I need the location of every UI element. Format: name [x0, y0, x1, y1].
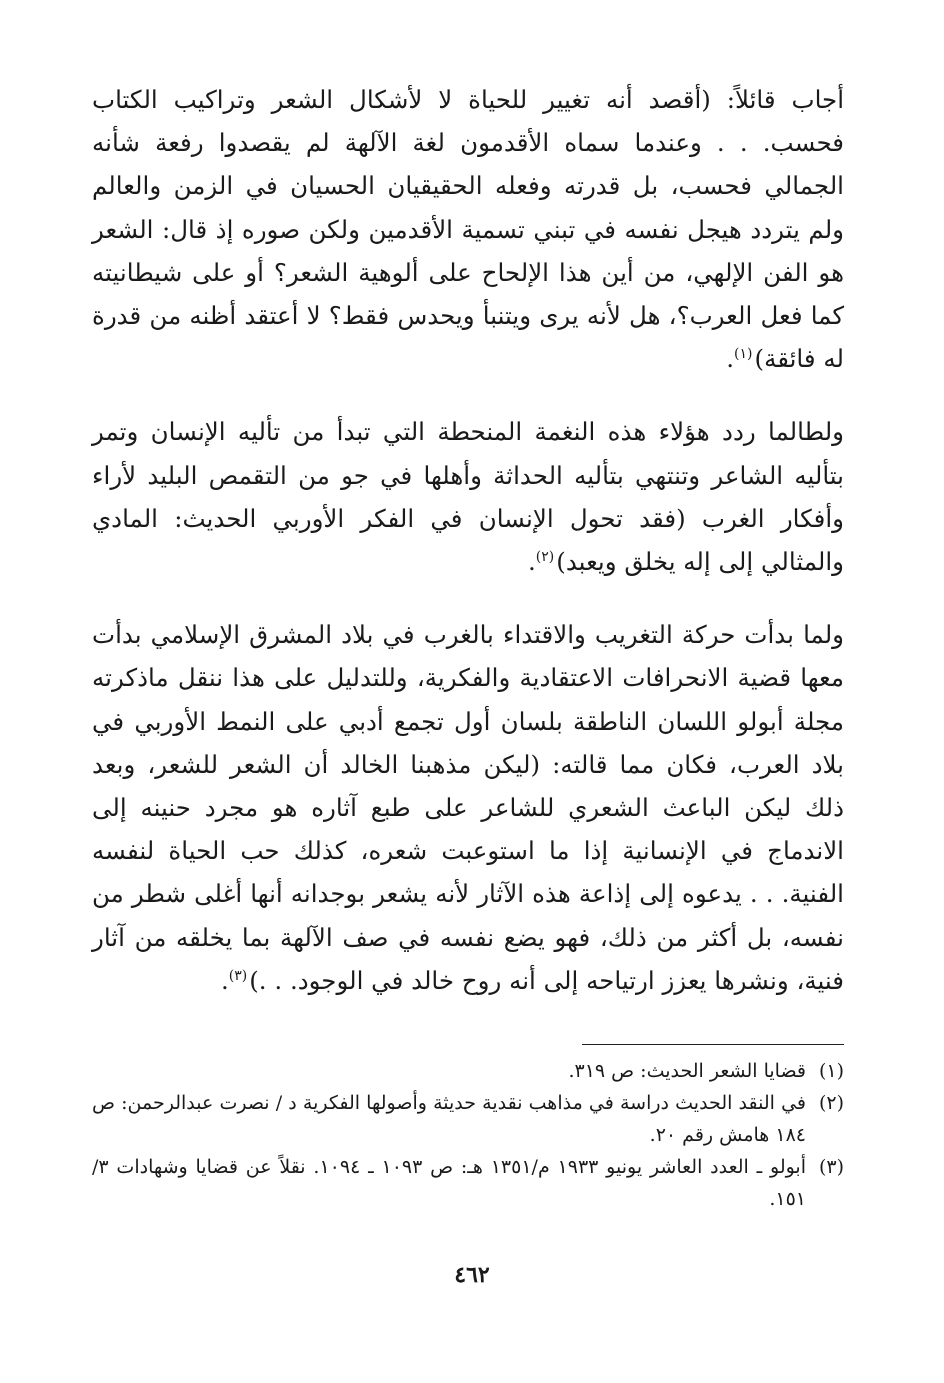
footnote-separator-line	[582, 1044, 844, 1045]
footnote-2	[92, 1087, 844, 1151]
paragraph-text: ولما بدأت حركة التغريب والاقتداء بالغرب في بلاد المشرق الإسلامي بدأت معها قضية الانحرافات الاعتقادية والفكرية، وللتدليل على هذا ننقل ماذكرته مجلة أبولو اللسان الناطقة بلسان أول تجمع أدبي على النمط الأوربي في بلاد العرب، فكان مما قالته: (ليكن مذهبنا الخالد أن الشعر للشعر، وبعد ذلك ليكن الباعث الشعري للشاعر على طبع آثاره هو مجرد حنينه إلى الاندماج في الإنسانية إذا ما استوعبت شعره، كذلك حب الحياة لنفسه الفنية. . . يدعوه إلى إذاعة هذه الآثار لأنه يشعر بوجدانه أنها أغلى شطر من نفسه، بل أكثر من ذلك، فهو يضع نفسه في صف الآلهة بما يخلقه من آثار فنية، ونشرها يعزز ارتياحه إلى أنه روح خالد في الوجود. . .)	[92, 620, 844, 995]
paragraph-end-mark: .	[220, 965, 229, 995]
page-content	[92, 78, 844, 1215]
footnote-number: (٣)	[818, 1156, 844, 1179]
footnote-text: أبولو ـ العدد العاشر يونيو ١٩٣٣ م/١٣٥١ هـ: ص ١٠٩٣ ـ ١٠٩٤. نقلاً عن قضايا وشهادات ٣/ ١٥١.	[92, 1156, 807, 1211]
paragraph-end-mark: .	[726, 344, 735, 374]
footnote-1	[92, 1055, 844, 1087]
footnote-number: (١)	[818, 1060, 844, 1083]
footnote-reference-3: (٣)	[228, 967, 248, 984]
footnote-number: (٢)	[818, 1092, 844, 1115]
page-number: ٤٦٢	[454, 1262, 490, 1288]
body-paragraph-2	[92, 410, 844, 583]
footnote-reference-1: (١)	[734, 346, 753, 363]
footnotes	[92, 1055, 844, 1215]
footnote-text: قضايا الشعر الحديث: ص ٣١٩.	[568, 1060, 806, 1083]
footnote-reference-2: (٢)	[535, 548, 555, 565]
paragraph-text: ولطالما ردد هؤلاء هذه النغمة المنحطة التي تبدأ من تأليه الإنسان وتمر بتأليه الشاعر وتنتهي بتأليه الحداثة وأهلها في جو من التقمص البليد لأراء وأفكار الغرب (فقد تحول الإنسان في الفكر الأوربي الحديث: المادي والمثالي إلى إله يخلق ويعبد)	[92, 417, 844, 577]
footnote-text: في النقد الحديث دراسة في مذاهب نقدية حديثة وأصولها الفكرية د / نصرت عبدالرحمن: ص ١٨٤ هامش رقم ٢٠.	[92, 1092, 806, 1147]
paragraph-text: أجاب قائلاً: (أقصد أنه تغيير للحياة لا لأشكال الشعر وتراكيب الكتاب فحسب. . . وعندما سماه الأقدمون لغة الآلهة لم يقصدوا رفعة شأنه الجمالي فحسب، بل قدرته وفعله الحقيقيان الحسيان في الزمن والعالم ولم يتردد هيجل نفسه في تبني تسمية الأقدمين ولكن صوره إذ قال: الشعر هو الفن الإلهي، من أين هذا الإلحاح على ألوهية الشعر؟ أو على شيطانيته كما فعل العرب؟، هل لأنه يرى ويتنبأ ويحدس فقط؟ لا أعتقد أظنه من قدرة له فائقة)	[92, 85, 844, 374]
footnote-3	[92, 1151, 844, 1215]
paragraph-end-mark: .	[528, 547, 536, 577]
body-paragraph-1	[92, 78, 844, 380]
body-paragraph-3	[92, 613, 844, 1002]
